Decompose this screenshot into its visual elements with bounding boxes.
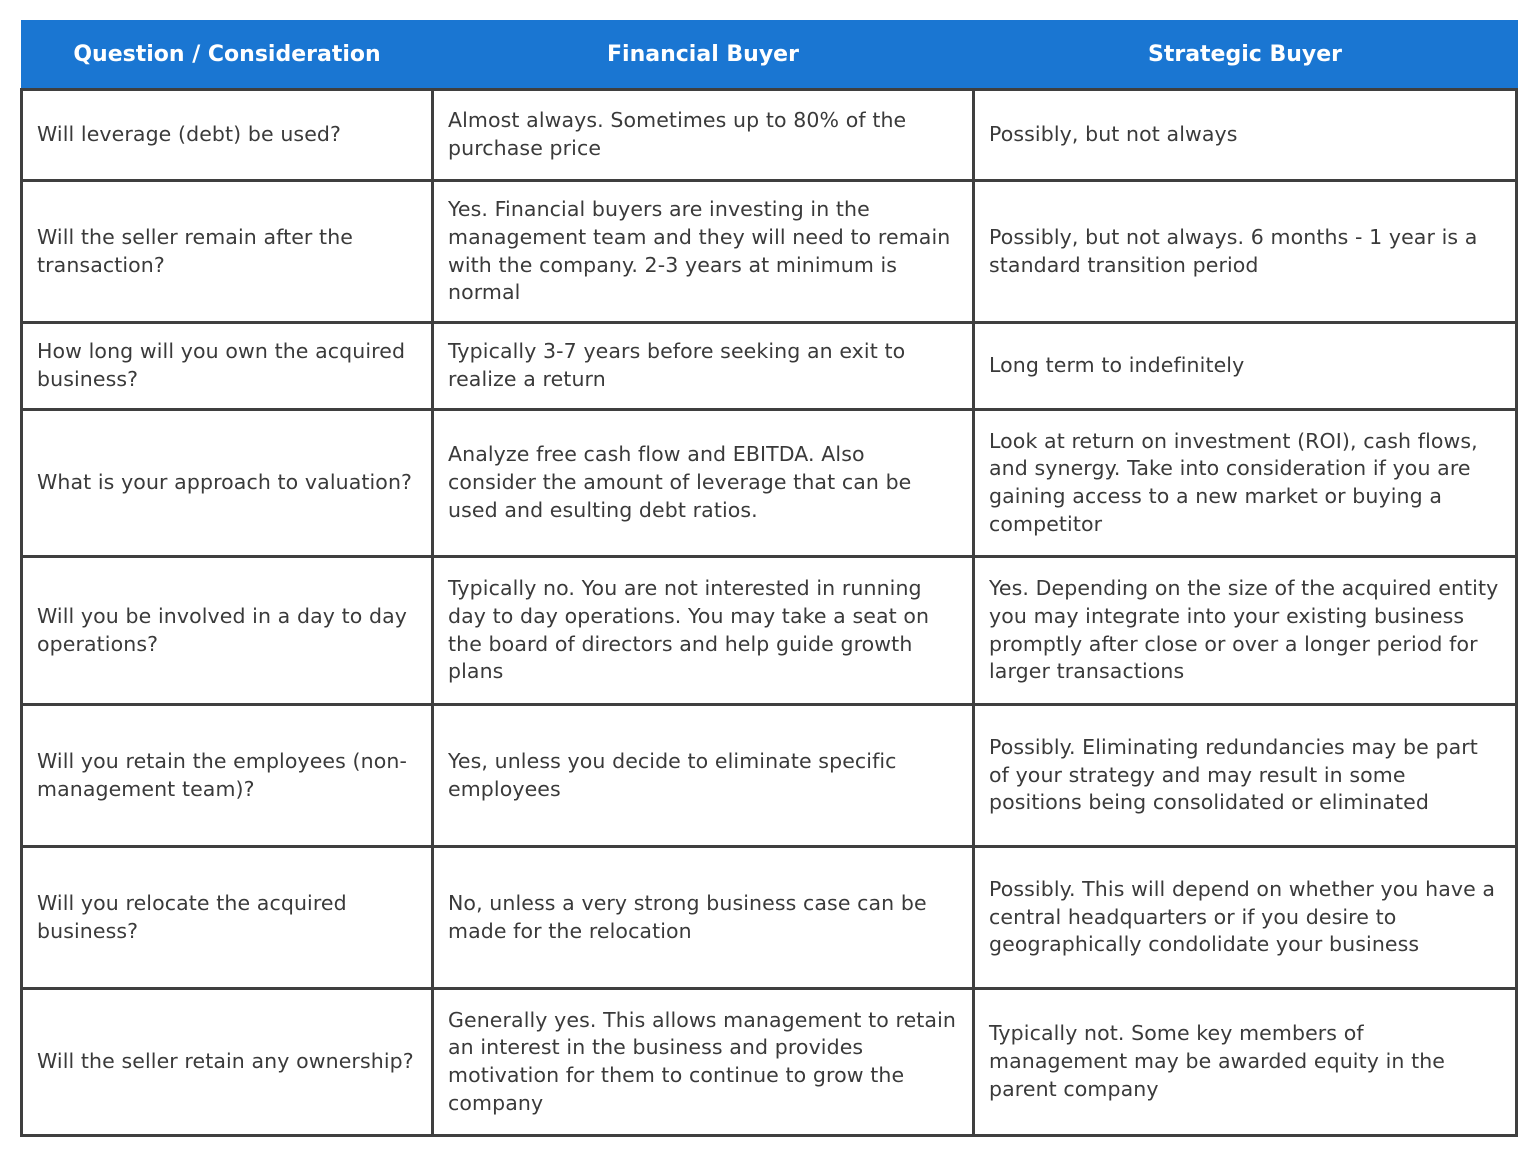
question-cell: What is your approach to valuation? <box>22 410 433 557</box>
strategic-cell: Possibly. This will depend on whether you have a central headquarters or if you desire to geographically condolidate your business <box>974 847 1517 989</box>
strategic-cell: Look at return on investment (ROI), cash flows, and synergy. Take into consideration if you are gaining access to a new market or buying a competitor <box>974 410 1517 557</box>
financial-cell: Almost always. Sometimes up to 80% of the purchase price <box>433 90 974 181</box>
strategic-cell: Possibly, but not always <box>974 90 1517 181</box>
table-body <box>22 90 1517 1136</box>
comparison-table-container <box>20 20 1515 1137</box>
table-row <box>22 705 1517 847</box>
financial-cell: Typically no. You are not interested in running day to day operations. You may take a seat on the board of directors and help guide growth plans <box>433 557 974 705</box>
financial-cell: Generally yes. This allows management to retain an interest in the business and provides motivation for them to continue to grow the company <box>433 989 974 1136</box>
financial-cell: Typically 3-7 years before seeking an exit to realize a return <box>433 323 974 410</box>
table-row <box>22 90 1517 181</box>
question-cell: Will you relocate the acquired business? <box>22 847 433 989</box>
question-cell: Will the seller remain after the transaction? <box>22 181 433 323</box>
financial-cell: Yes. Financial buyers are investing in the management team and they will need to remain with the company. 2-3 years at minimum is normal <box>433 181 974 323</box>
table-row <box>22 557 1517 705</box>
question-cell: Will the seller retain any ownership? <box>22 989 433 1136</box>
strategic-cell: Yes. Depending on the size of the acquired entity you may integrate into your existing business promptly after close or over a longer period for larger transactions <box>974 557 1517 705</box>
buyer-comparison-table <box>20 20 1518 1137</box>
question-cell: Will leverage (debt) be used? <box>22 90 433 181</box>
strategic-cell: Possibly. Eliminating redundancies may be part of your strategy and may result in some positions being consolidated or eliminated <box>974 705 1517 847</box>
header-financial-buyer: Financial Buyer <box>433 20 974 90</box>
header-question: Question / Consideration <box>22 20 433 90</box>
financial-cell: Analyze free cash flow and EBITDA. Also consider the amount of leverage that can be used and esulting debt ratios. <box>433 410 974 557</box>
table-row <box>22 410 1517 557</box>
question-cell: Will you retain the employees (non-management team)? <box>22 705 433 847</box>
question-cell: Will you be involved in a day to day operations? <box>22 557 433 705</box>
table-row <box>22 847 1517 989</box>
financial-cell: No, unless a very strong business case can be made for the relocation <box>433 847 974 989</box>
strategic-cell: Long term to indefinitely <box>974 323 1517 410</box>
strategic-cell: Possibly, but not always. 6 months - 1 year is a standard transition period <box>974 181 1517 323</box>
header-row <box>22 20 1517 90</box>
question-cell: How long will you own the acquired business? <box>22 323 433 410</box>
header-strategic-buyer: Strategic Buyer <box>974 20 1517 90</box>
strategic-cell: Typically not. Some key members of management may be awarded equity in the parent company <box>974 989 1517 1136</box>
table-row <box>22 323 1517 410</box>
financial-cell: Yes, unless you decide to eliminate specific employees <box>433 705 974 847</box>
table-row <box>22 181 1517 323</box>
table-row <box>22 989 1517 1136</box>
table-header <box>22 20 1517 90</box>
